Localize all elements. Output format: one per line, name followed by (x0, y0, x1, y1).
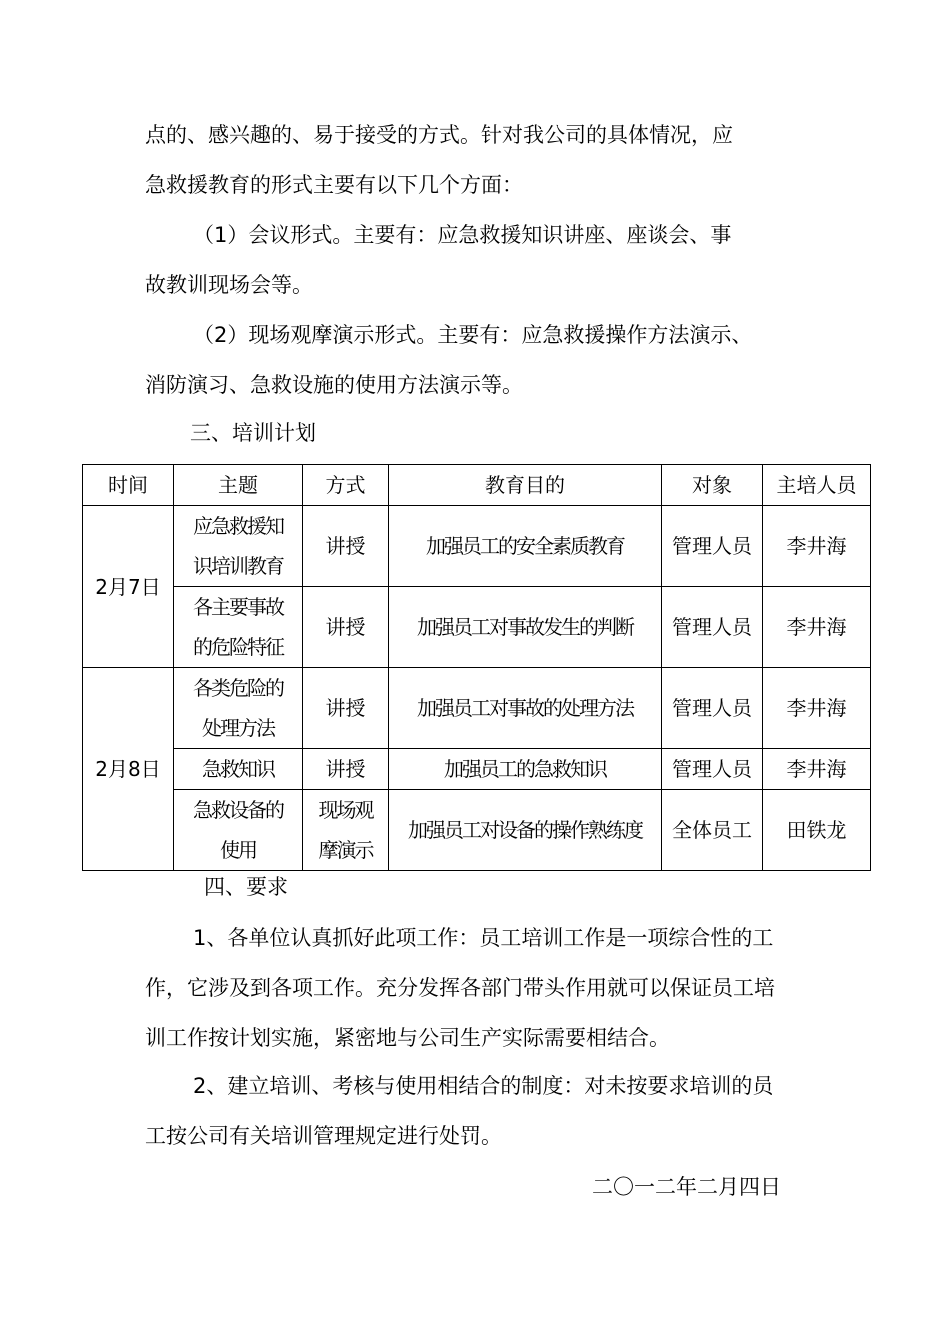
text-line: 工按公司有关培训管理规定进行处罚。 (145, 1124, 502, 1148)
topic-cell (174, 668, 303, 749)
topic-line: 使用 (220, 838, 256, 862)
topic-line: 各主要事故 (193, 595, 283, 619)
text-line: 消防演习、急救设施的使用方法演示等。 (145, 373, 523, 397)
topic-line: 应急救援知 (193, 514, 283, 538)
method-cell: 讲授 (303, 749, 389, 790)
text-line: 点的、感兴趣的、易于接受的方式。针对我公司的具体情况，应 (145, 123, 733, 147)
topic-cell (174, 587, 303, 668)
topic-line: 急救设备的 (193, 798, 283, 822)
table-header-row (83, 465, 871, 506)
method-cell: 讲授 (303, 587, 389, 668)
target-cell: 管理人员 (662, 749, 763, 790)
text-line: 作，它涉及到各项工作。充分发挥各部门带头作用就可以保证员工培 (145, 976, 775, 1000)
target-cell: 管理人员 (662, 668, 763, 749)
target-cell: 全体员工 (662, 790, 763, 871)
section-heading-requirements: 四、要求 (204, 875, 288, 899)
method-cell: 讲授 (303, 506, 389, 587)
section-heading-training-plan: 三、培训计划 (190, 421, 316, 445)
goal-cell: 加强员工对事故发生的判断 (389, 587, 662, 668)
method-line: 摩演示 (318, 838, 373, 862)
text-line: 1、各单位认真抓好此项工作：员工培训工作是一项综合性的工 (193, 926, 774, 950)
trainer-cell: 李井海 (763, 749, 871, 790)
table-row (83, 668, 871, 749)
goal-cell: 加强员工的急救知识 (389, 749, 662, 790)
header-time: 时间 (83, 465, 174, 506)
header-method: 方式 (303, 465, 389, 506)
method-line: 现场观 (318, 798, 373, 822)
trainer-cell: 李井海 (763, 668, 871, 749)
header-trainer: 主培人员 (763, 465, 871, 506)
training-plan-table (82, 464, 871, 871)
header-goal: 教育目的 (389, 465, 662, 506)
text-line: 急救援教育的形式主要有以下几个方面： (145, 173, 523, 197)
goal-cell: 加强员工对事故的处理方法 (389, 668, 662, 749)
topic-line: 识培训教育 (193, 554, 283, 578)
table-row (83, 587, 871, 668)
table-row (83, 790, 871, 871)
table-row (83, 749, 871, 790)
trainer-cell: 田铁龙 (763, 790, 871, 871)
goal-cell: 加强员工对设备的操作熟练度 (389, 790, 662, 871)
target-cell: 管理人员 (662, 587, 763, 668)
topic-cell (174, 790, 303, 871)
date-cell: 2月8日 (83, 668, 174, 871)
target-cell: 管理人员 (662, 506, 763, 587)
topic-cell: 急救知识 (174, 749, 303, 790)
item-demo-form (145, 310, 815, 410)
topic-cell (174, 506, 303, 587)
requirement-2 (145, 1061, 815, 1161)
text-line: （1）会议形式。主要有：应急救援知识讲座、座谈会、事 (193, 223, 732, 247)
text-line: 故教训现场会等。 (145, 273, 313, 297)
topic-line: 处理方法 (202, 716, 274, 740)
document-date: 二〇一二年二月四日 (592, 1175, 781, 1199)
header-topic: 主题 (174, 465, 303, 506)
method-cell (303, 790, 389, 871)
method-cell: 讲授 (303, 668, 389, 749)
header-target: 对象 (662, 465, 763, 506)
table-row (83, 506, 871, 587)
date-cell: 2月7日 (83, 506, 174, 668)
trainer-cell: 李井海 (763, 587, 871, 668)
text-line: 训工作按计划实施，紧密地与公司生产实际需要相结合。 (145, 1026, 670, 1050)
text-line: （2）现场观摩演示形式。主要有：应急救援操作方法演示、 (193, 323, 753, 347)
item-meeting-form (145, 210, 815, 310)
goal-cell: 加强员工的安全素质教育 (389, 506, 662, 587)
topic-line: 的危险特征 (193, 635, 283, 659)
topic-line: 各类危险的 (193, 676, 283, 700)
requirement-1 (145, 913, 815, 1063)
intro-paragraph (145, 110, 815, 210)
trainer-cell: 李井海 (763, 506, 871, 587)
text-line: 2、建立培训、考核与使用相结合的制度：对未按要求培训的员 (193, 1074, 774, 1098)
